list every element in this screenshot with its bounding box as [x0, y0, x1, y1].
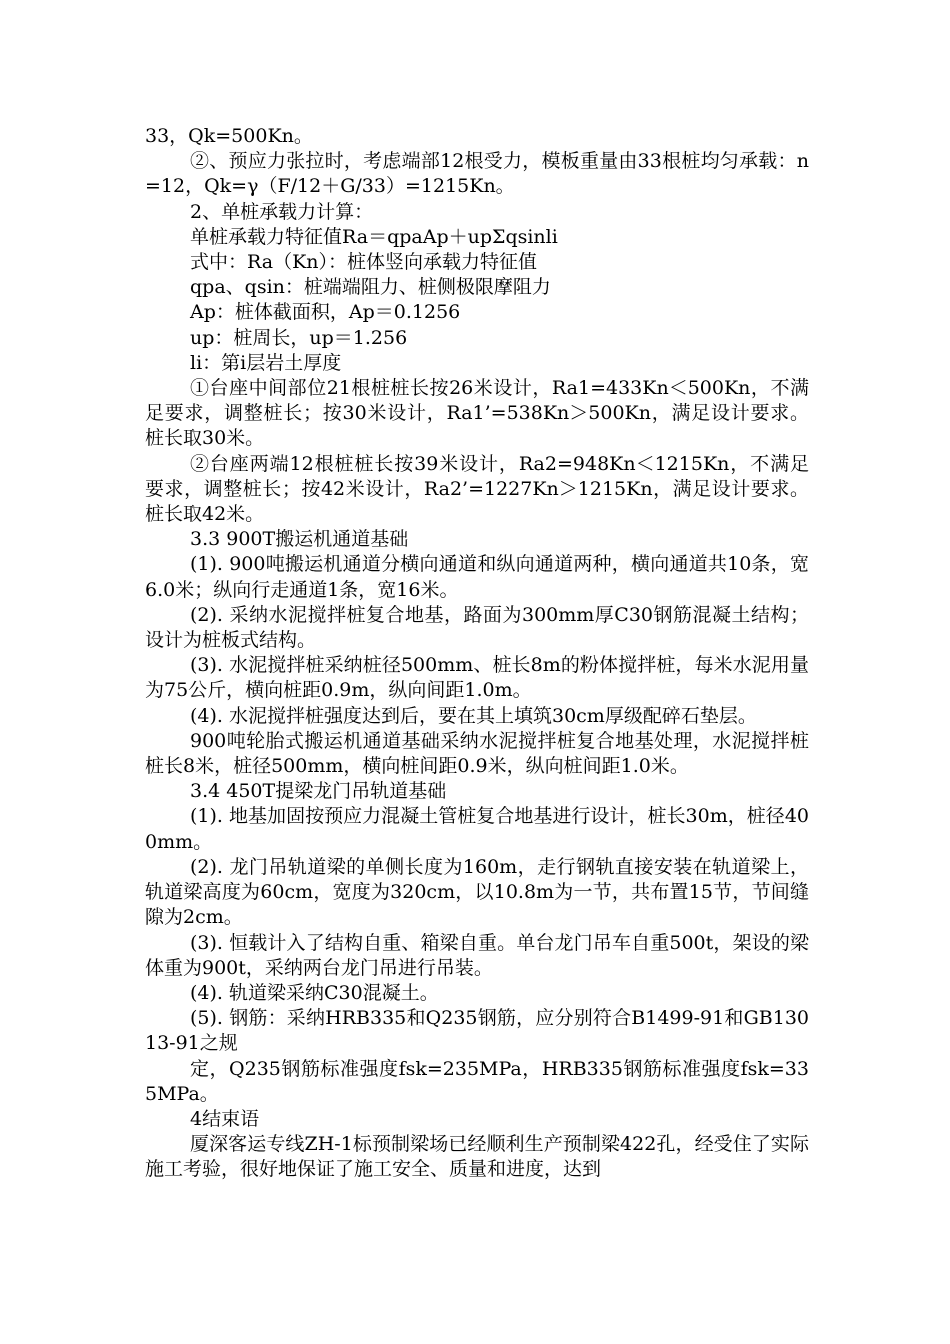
paragraph: (1). 900吨搬运机通道分横向通道和纵向通道两种，横向通道共10条，宽6.0米；纵向行走通道1条，宽16米。: [145, 553, 809, 601]
paragraph: (5). 钢筋：采纳HRB335和Q235钢筋，应分别符合B1499-91和GB13013-91之规: [145, 1007, 809, 1055]
paragraph: 4结束语: [190, 1107, 260, 1130]
paragraph: qpa、qsin：桩端端阻力、桩侧极限摩阻力: [190, 276, 551, 299]
paragraph: ②台座两端12根桩桩长按39米设计，Ra2=948Kn＜1215Kn，不满足要求，调整桩长；按42米设计，Ra2’=1227Kn＞1215Kn，满足设计要求。桩长取42米。: [145, 452, 809, 526]
paragraph: (2). 龙门吊轨道梁的单侧长度为160m，走行钢轨直接安装在轨道梁上，轨道梁高度为60cm，宽度为320cm，以10.8m为一节，共布置15节，节间缝隙为2cm。: [145, 855, 809, 929]
paragraph: (1). 地基加固按预应力混凝土管桩复合地基进行设计，桩长30m，桩径400mm。: [145, 805, 809, 853]
paragraph: Ap：桩体截面积，Ap＝0.1256: [190, 301, 461, 324]
paragraph: up：桩周长，up＝1.256: [190, 326, 408, 349]
paragraph: 900吨轮胎式搬运机通道基础采纳水泥搅拌桩复合地基处理，水泥搅拌桩桩长8米，桩径500mm，横向桩间距0.9米，纵向桩间距1.0米。: [145, 729, 809, 778]
document-body: [145, 124, 809, 1183]
paragraph: 2、单桩承载力计算：: [190, 200, 374, 223]
paragraph: 33，Qk=500Kn。: [145, 125, 313, 147]
paragraph: (4). 水泥搅拌桩强度达到后，要在其上填筑30cm厚级配碎石垫层。: [190, 704, 757, 727]
paragraph: 3.4 450T提梁龙门吊轨道基础: [190, 780, 447, 803]
paragraph: ②、预应力张拉时，考虑端部12根受力，模板重量由33根桩均匀承载：n=12，Qk=γ（F/12＋G/33）=1215Kn。: [145, 150, 809, 198]
paragraph: 式中：Ra（Kn）：桩体竖向承载力特征值: [190, 251, 538, 274]
paragraph: 厦深客运专线ZH-1标预制梁场已经顺利生产预制梁422孔，经受住了实际施工考验，很好地保证了施工安全、质量和进度，达到: [145, 1133, 809, 1181]
paragraph: 定，Q235钢筋标准强度fsk=235MPa，HRB335钢筋标准强度fsk=335MPa。: [145, 1057, 809, 1105]
paragraph: (2). 采纳水泥搅拌桩复合地基，路面为300mm厚C30钢筋混凝土结构；设计为桩板式结构。: [145, 603, 809, 652]
paragraph: (4). 轨道梁采纳C30混凝土。: [190, 981, 439, 1004]
paragraph: 单桩承载力特征值Ra＝qpaAp＋upΣqsinli: [190, 225, 558, 248]
paragraph: 3.3 900T搬运机通道基础: [190, 528, 409, 551]
paragraph: (3). 水泥搅拌桩采纳桩径500mm、桩长8m的粉体搅拌桩，每米水泥用量为75公斤，横向桩距0.9m，纵向间距1.0m。: [145, 654, 809, 702]
paragraph: ①台座中间部位21根桩桩长按26米设计，Ra1=433Kn＜500Kn，不满足要求，调整桩长；按30米设计，Ra1’=538Kn＞500Kn，满足设计要求。桩长取30米。: [145, 377, 809, 450]
paragraph: li：第i层岩土厚度: [190, 351, 342, 374]
paragraph: (3). 恒载计入了结构自重、箱梁自重。单台龙门吊车自重500t，架设的梁体重为900t，采纳两台龙门吊进行吊装。: [145, 931, 809, 979]
